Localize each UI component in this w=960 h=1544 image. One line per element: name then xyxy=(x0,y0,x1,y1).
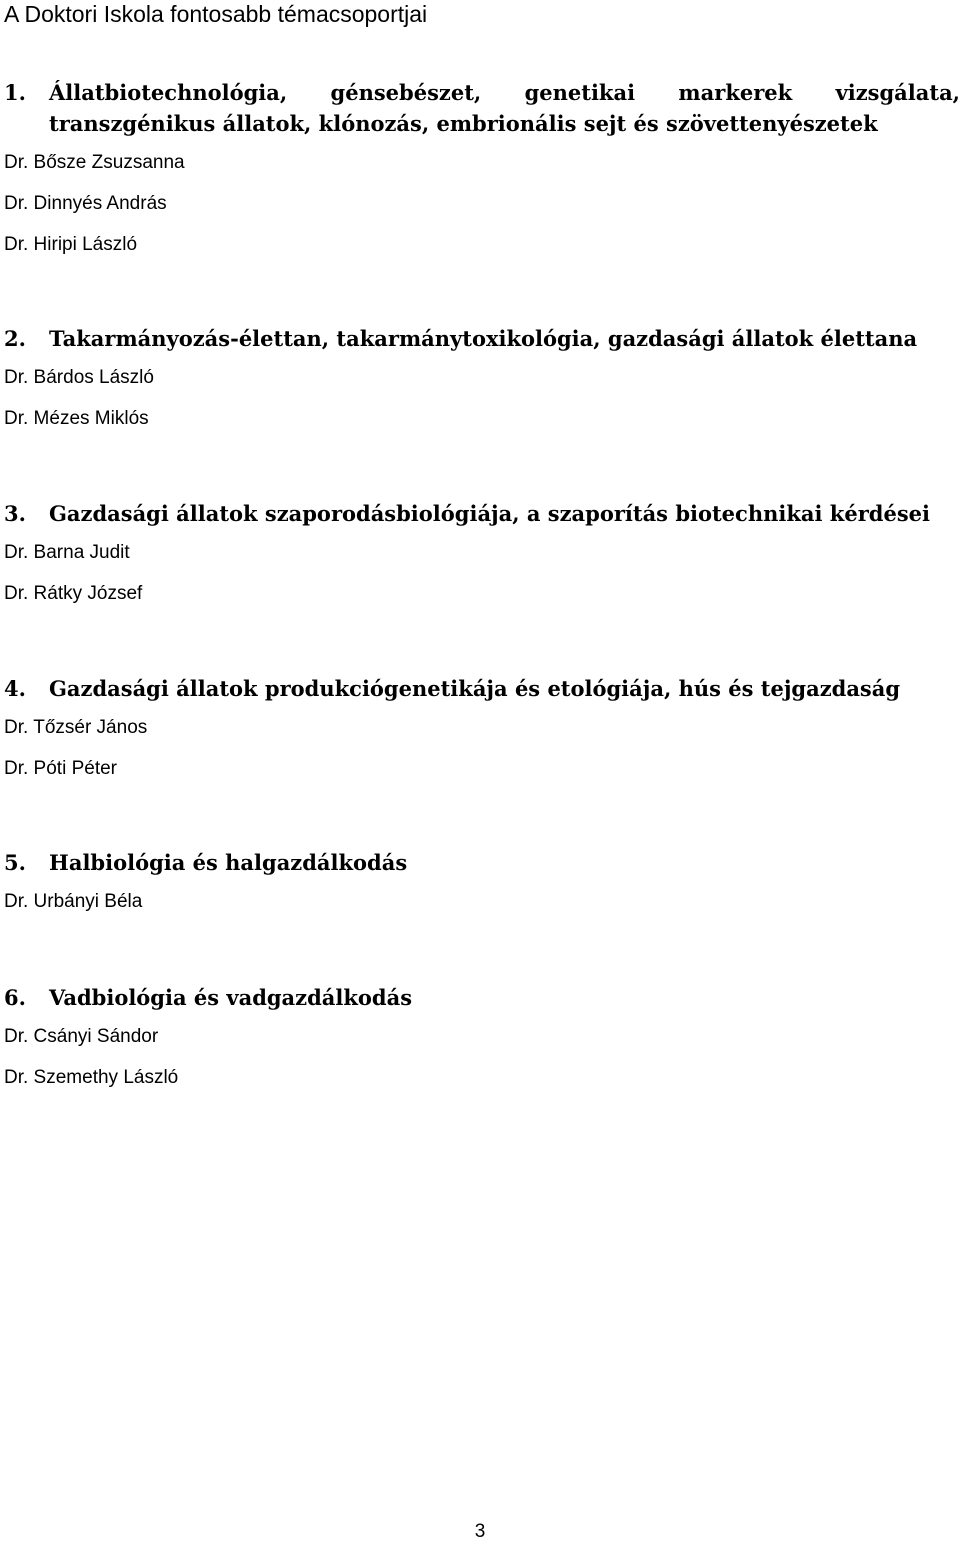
topic-number: 4. xyxy=(4,676,26,701)
member-name: Dr. Tőzsér János xyxy=(4,717,148,738)
topic-heading xyxy=(4,982,960,1013)
member-name: Dr. Hiripi László xyxy=(4,234,138,255)
page-title: A Doktori Iskola fontosabb témacsoportjai xyxy=(4,1,428,27)
topic-number: 6. xyxy=(4,985,26,1010)
member-name: Dr. Bárdos László xyxy=(4,367,154,388)
member-name: Dr. Csányi Sándor xyxy=(4,1026,159,1047)
topic-number: 5. xyxy=(4,850,26,875)
topic-number: 1. xyxy=(4,80,26,105)
member-name: Dr. Póti Péter xyxy=(4,758,117,779)
member-name: Dr. Mézes Miklós xyxy=(4,408,149,429)
member-name: Dr. Urbányi Béla xyxy=(4,891,143,912)
topic-number: 2. xyxy=(4,326,26,351)
member-name: Dr. Szemethy László xyxy=(4,1067,179,1088)
topic-5 xyxy=(4,847,960,922)
page-number: 3 xyxy=(474,1521,486,1542)
topic-heading xyxy=(4,847,960,878)
topic-6 xyxy=(4,982,960,1098)
topic-title: Halbiológia és halgazdálkodás xyxy=(49,850,408,875)
topic-title: Gazdasági állatok produkciógenetikája és etológiája, hús és tejgazdaság xyxy=(49,676,901,701)
topic-title: Vadbiológia és vadgazdálkodás xyxy=(49,985,413,1010)
topic-heading xyxy=(4,323,960,354)
topic-number: 3. xyxy=(4,501,26,526)
topic-2 xyxy=(4,323,960,439)
topic-3 xyxy=(4,498,960,614)
member-name: Dr. Dinnyés András xyxy=(4,193,167,214)
topic-1 xyxy=(4,77,960,265)
member-name: Dr. Barna Judit xyxy=(4,542,130,563)
topic-title: Állatbiotechnológia, génsebészet, genetikai markerek vizsgálata, transzgénikus állatok, klónozás, embrionális sejt és szövettenyészetek xyxy=(49,80,960,136)
member-name: Dr. Rátky József xyxy=(4,583,143,604)
topic-heading xyxy=(4,673,960,704)
topic-title: Gazdasági állatok szaporodásbiológiája, a szaporítás biotechnikai kérdései xyxy=(49,501,930,526)
topic-heading xyxy=(4,77,960,139)
member-name: Dr. Bősze Zsuzsanna xyxy=(4,152,185,173)
topic-4 xyxy=(4,673,960,789)
topic-title: Takarmányozás-élettan, takarmánytoxikológia, gazdasági állatok élettana xyxy=(49,326,918,351)
topic-heading xyxy=(4,498,960,529)
